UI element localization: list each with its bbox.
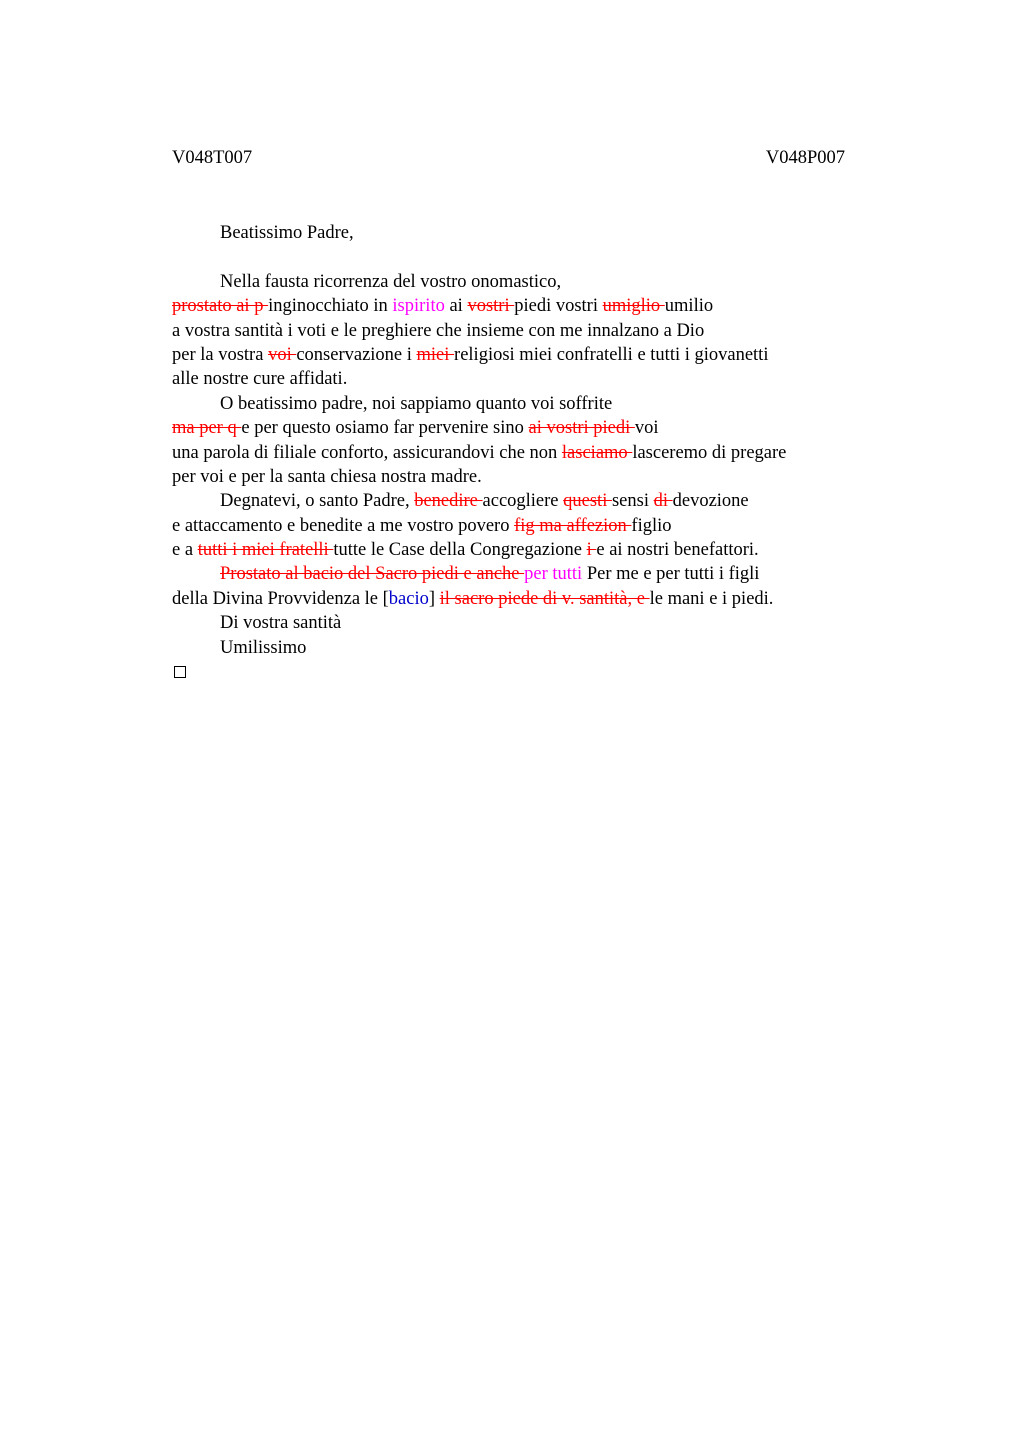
text-segment: figlio <box>631 515 672 536</box>
text-segment: le mani e i piedi. <box>649 588 774 609</box>
deleted-text: tutti i miei fratelli <box>197 540 334 561</box>
letter-line <box>172 416 872 440</box>
text-segment: per voi e per la santa chiesa nostra madre. <box>172 466 482 487</box>
letter-line <box>172 343 872 367</box>
text-segment: ] <box>428 588 440 609</box>
box-glyph-line <box>172 660 872 684</box>
checkbox-square-icon <box>174 666 186 678</box>
deleted-text: i <box>586 540 597 561</box>
letter-line <box>172 270 872 294</box>
text-segment: Umilissimo <box>220 637 307 658</box>
letter-line <box>172 392 872 416</box>
letter-line <box>172 319 872 343</box>
text-segment: conservazione i <box>296 344 417 365</box>
deleted-text: lasciamo <box>561 442 633 463</box>
text-segment: religiosi miei confratelli e tutti i giovanetti <box>454 344 769 365</box>
closing-line <box>172 611 872 635</box>
letter-line <box>172 294 872 318</box>
letter-line <box>172 441 872 465</box>
letter-line <box>172 514 872 538</box>
document-code-left: V048T007 <box>172 148 253 168</box>
text-segment: e per questo osiamo far pervenire sino <box>241 418 529 439</box>
text-segment: una parola di filiale conforto, assicurandovi che non <box>172 442 562 463</box>
text-segment: accogliere <box>482 491 564 512</box>
text-segment: lasceremo di pregare <box>632 442 787 463</box>
deleted-text: prostato ai p <box>172 296 269 317</box>
text-segment: umilio <box>664 296 714 317</box>
letter-line <box>172 538 872 562</box>
document-code-right: V048P007 <box>765 148 845 168</box>
text-segment: ai <box>444 296 468 317</box>
deleted-text: ai vostri piedi <box>528 418 635 439</box>
letter-line <box>172 587 872 611</box>
text-segment: per la vostra <box>172 344 269 365</box>
text-segment: della Divina Provvidenza le [ <box>172 588 389 609</box>
text-segment: O beatissimo padre, noi sappiamo quanto voi soffrite <box>220 393 613 414</box>
deleted-text: vostri <box>467 296 515 317</box>
deleted-text: umiglio <box>602 296 665 317</box>
text-segment: e attaccamento e benedite a me vostro povero <box>172 515 515 536</box>
bracketed-text: bacio <box>388 588 429 609</box>
text-segment: Di vostra santità <box>220 613 342 634</box>
deleted-text: questi <box>563 491 612 512</box>
text-segment: inginocchiato in <box>268 296 393 317</box>
salutation: Beatissimo Padre, <box>220 223 354 243</box>
letter-line <box>172 367 872 391</box>
letter-body <box>172 221 872 684</box>
paragraph-gap <box>172 245 872 269</box>
deleted-text: voi <box>268 344 297 365</box>
deleted-text: il sacro piede di v. santità, e <box>439 588 650 609</box>
text-segment: e ai nostri benefattori. <box>596 540 759 561</box>
letter-line <box>172 465 872 489</box>
text-segment: sensi <box>611 491 654 512</box>
deleted-text: fig ma affezion <box>514 515 632 536</box>
inserted-text: ispirito <box>392 296 445 317</box>
text-segment: voi <box>634 418 659 439</box>
inserted-text: per tutti <box>524 564 583 585</box>
deleted-text: benedire <box>414 491 483 512</box>
letter-line <box>172 562 872 586</box>
text-segment: a vostra santità i voti e le preghiere che insieme con me innalzano a Dio <box>172 320 705 341</box>
text-segment: alle nostre cure affidati. <box>172 369 348 390</box>
text-segment: tutte le Case della Congregazione <box>333 540 587 561</box>
text-segment: devozione <box>672 491 749 512</box>
letter-line <box>172 489 872 513</box>
deleted-text: di <box>653 491 673 512</box>
text-segment: e a <box>172 540 198 561</box>
signature-line <box>172 636 872 660</box>
deleted-text: ma per q <box>172 418 242 439</box>
text-segment: Nella fausta ricorrenza del vostro onomastico, <box>220 271 562 292</box>
text-segment: Per me e per tutti i figli <box>582 564 760 585</box>
text-segment: piedi vostri <box>514 296 603 317</box>
deleted-text: miei <box>416 344 455 365</box>
deleted-text: Prostato al bacio del Sacro piedi e anche <box>220 564 525 585</box>
text-segment: Degnatevi, o santo Padre, <box>220 491 415 512</box>
